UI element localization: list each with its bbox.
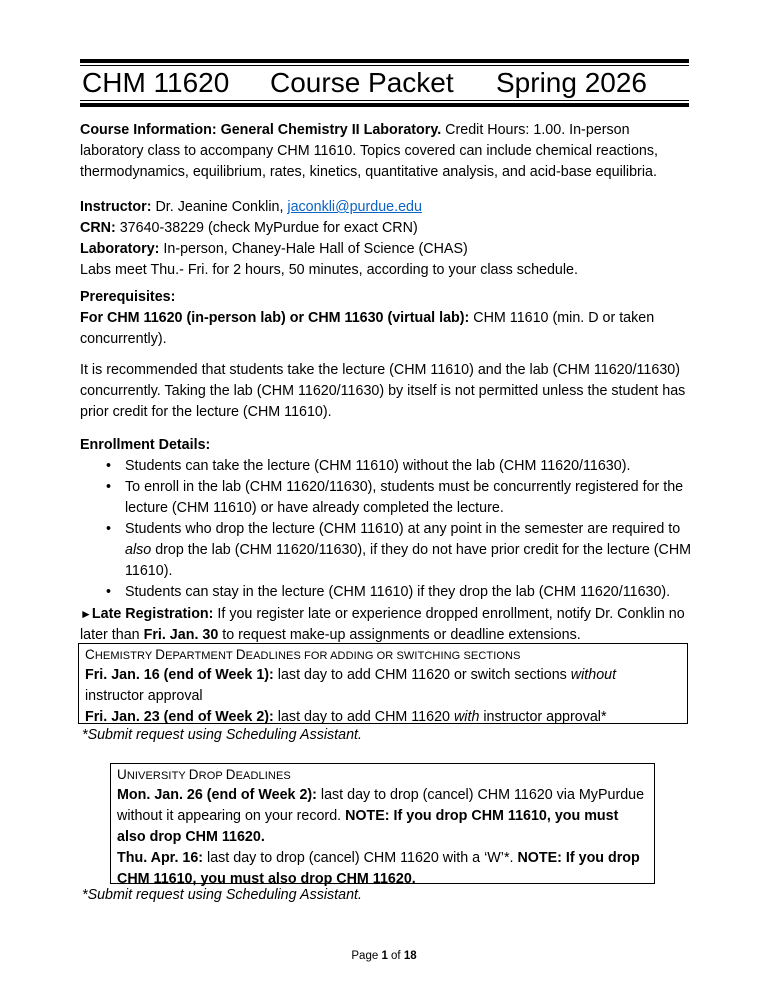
deadline-date: Thu. Apr. 16: [117, 850, 204, 866]
university-note: *Submit request using Scheduling Assistant. [82, 887, 363, 903]
recommendation-paragraph [80, 360, 692, 423]
course-info [80, 120, 692, 183]
department-deadline-row-1 [85, 665, 681, 707]
instructor-email-link[interactable]: jaconkli@purdue.edu [287, 199, 422, 215]
list-item [80, 519, 692, 582]
deadline-date: Mon. Jan. 26 (end of Week 2): [117, 787, 317, 803]
late-arrow-icon: ► [80, 607, 92, 621]
deadline-text: instructor approval [85, 688, 203, 704]
deadline-text: last day to add CHM 11620 [273, 709, 454, 725]
title-part: C [85, 647, 95, 662]
late-registration [80, 604, 692, 646]
title-part: EADLINES FOR ADDING OR SWITCHING SECTIONS [245, 650, 521, 662]
enrollment-item-3-pre: Students who drop the lecture (CHM 11610) at any point in the semester are required to [125, 521, 681, 537]
enrollment-item-1: Students can take the lecture (CHM 11610) without the lab (CHM 11620/11630). [125, 458, 631, 474]
deadline-text: last day to drop (cancel) CHM 11620 with a ‘W’*. [203, 850, 518, 866]
laboratory-text: In-person, Chaney-Hale Hall of Science (CHAS) [159, 241, 468, 257]
footer-page-word: Page [351, 950, 382, 962]
university-deadline-row-1 [117, 785, 648, 848]
course-info-text: Credit Hours: 1.00. In-person laboratory class to accompany CHM 11610. Topics covered can include chemical reactions, thermodynamics, equilibrium, rates, kinetics, quantitative analysis, and acid-base equilibria. [80, 122, 658, 180]
crn-text: 37640-38229 (check MyPurdue for exact CRN) [115, 220, 418, 236]
instructor-label: Instructor: [80, 199, 152, 215]
list-item [80, 582, 692, 603]
enrollment-item-3-post: drop the lab (CHM 11620/11630), if they do not have prior credit for the lecture (CHM 11610). [125, 542, 692, 579]
late-label: Late Registration: [91, 606, 214, 622]
department-note: *Submit request using Scheduling Assistant. [82, 727, 363, 743]
footer-page-number: 1 [381, 950, 388, 962]
department-deadlines-title [85, 646, 681, 665]
deadline-note: NOTE: If you drop CHM 11610, you must also drop CHM 11620. [117, 850, 640, 887]
title-part: D [225, 767, 236, 782]
deadline-em: with [453, 709, 480, 725]
enrollment-list [80, 456, 692, 603]
prerequisites-block [80, 287, 692, 350]
deadline-note: NOTE: If you drop CHM 11610, you must also drop CHM 11620. [117, 808, 619, 845]
enrollment-item-2: To enroll in the lab (CHM 11620/11630), students must be concurrently registered for the lecture (CHM 11610) or have already completed the lecture. [125, 479, 684, 516]
department-deadlines-box [78, 643, 688, 724]
laboratory-label: Laboratory: [80, 241, 160, 257]
title-part: D [235, 647, 246, 662]
footer-of-word: of [387, 950, 404, 962]
title-part: D [188, 767, 199, 782]
title-part: HEMISTRY [94, 650, 156, 662]
title-part: D [155, 647, 166, 662]
title-part: EADLINES [235, 770, 291, 782]
prerequisites-label: For CHM 11620 (in-person lab) or CHM 11630 (virtual lab): [80, 310, 470, 326]
deadline-text: instructor approval* [479, 709, 607, 725]
title-part: ROP [198, 770, 226, 782]
crn-label: CRN: [80, 220, 116, 236]
title-part: U [117, 767, 127, 782]
header-bottom-rule-thick [80, 103, 689, 107]
enrollment-heading: Enrollment Details: [80, 437, 211, 453]
title-part: EPARTMENT [165, 650, 236, 662]
deadline-text: last day to drop (cancel) CHM 11620 via MyPurdue without it appearing on your record. [117, 787, 645, 824]
term-label: Spring 2026 [496, 67, 648, 98]
deadline-em: without [570, 667, 617, 683]
list-item [80, 477, 692, 519]
course-code: CHM 11620 [82, 67, 230, 98]
deadline-date: Fri. Jan. 23 (end of Week 2): [85, 709, 274, 725]
late-date: Fri. Jan. 30 [143, 627, 219, 643]
deadline-date: Fri. Jan. 16 (end of Week 1): [85, 667, 274, 683]
deadline-text: last day to add CHM 11620 or switch sections [273, 667, 571, 683]
late-text-1: If you register late or experience dropped enrollment, notify Dr. Conklin no later than [80, 606, 685, 643]
university-deadlines-title [117, 766, 648, 785]
title-part: NIVERSITY [126, 770, 189, 782]
prerequisites-text: CHM 11610 (min. D or taken concurrently). [80, 310, 655, 347]
header-bottom-rule-thin [80, 100, 689, 101]
recommendation-text: It is recommended that students take the lecture (CHM 11610) and the lab (CHM 11620/11630) concurrently. Taking the lab (CHM 11620/11630) by itself is not permitted unless the student has prior credit for the lecture (CHM 11610). [80, 362, 686, 420]
course-info-label: Course Information: General Chemistry II Laboratory. [80, 122, 442, 138]
list-item [80, 456, 692, 477]
meeting-text: Labs meet Thu.- Fri. for 2 hours, 50 minutes, according to your class schedule. [80, 262, 578, 278]
packet-label: Course Packet [270, 67, 454, 98]
enrollment-item-4: Students can stay in the lecture (CHM 11610) if they drop the lab (CHM 11620/11630). [125, 584, 671, 600]
university-deadlines-box [110, 763, 655, 887]
instructor-name: Dr. Jeanine Conklin, [151, 199, 288, 215]
enrollment-item-3-em: also [125, 542, 152, 558]
prerequisites-heading: Prerequisites: [80, 289, 176, 305]
university-deadline-row-2 [117, 848, 648, 890]
header-top-rule-thick [80, 59, 689, 63]
page-footer [0, 950, 768, 962]
enrollment-block [80, 435, 692, 603]
footer-page-total: 18 [403, 950, 417, 962]
instructor-block [80, 197, 692, 281]
late-text-2: to request make-up assignments or deadline extensions. [218, 627, 581, 643]
